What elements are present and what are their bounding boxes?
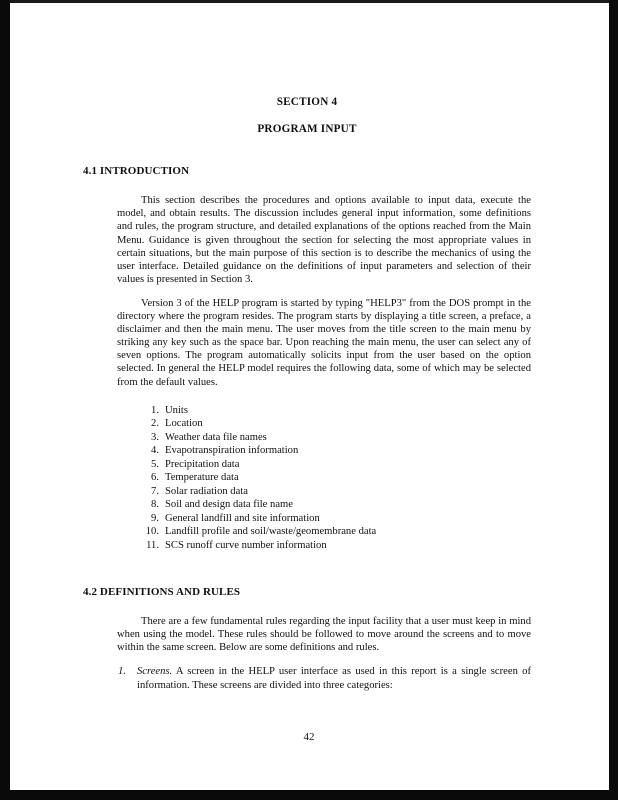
scan-border-bottom: [0, 790, 618, 800]
list-item-number: 8.: [151, 499, 159, 511]
list-item-text: Units: [165, 404, 188, 416]
scan-border-left: [0, 0, 10, 800]
list-item-text: Landfill profile and soil/waste/geomembrane data: [165, 526, 377, 538]
list-item-number: 4.: [151, 445, 159, 457]
list-item-text: Location: [165, 418, 203, 430]
list-item: [137, 512, 531, 526]
list-item-text: General landfill and site information: [165, 512, 320, 524]
list-item: [137, 498, 531, 512]
list-item-number: 5.: [151, 458, 159, 470]
scan-border-right: [609, 0, 618, 800]
definition-text: A screen in the HELP user interface as used in this report is a single screen of information. These screens are divided into three categories:: [137, 666, 531, 691]
definitions-paragraph: There are a few fundamental rules regarding the input facility that a user must keep in mind when using the model. These rules should be followed to move around the screens and to move within the same screen. Below are some definitions and rules.: [117, 616, 531, 654]
list-item-text: Solar radiation data: [165, 485, 248, 497]
required-data-list: [83, 404, 531, 553]
list-item-number: 10.: [145, 526, 159, 538]
list-item-number: 9.: [151, 512, 159, 524]
list-item-number: 11.: [146, 539, 159, 551]
intro-paragraph-2: Version 3 of the HELP program is started by typing "HELP3" from the DOS prompt in the directory where the program resides. The program starts by displaying a title screen, a preface, a disclaimer and then the main menu. The user moves from the title screen to the main menu by striking any key such as the space bar. Upon reaching the main menu, the user can select any of seven options. The program automatically solicits input from the user based on the option selected. In general the HELP model requires the following data, some of which may be selected from the default values.: [117, 297, 531, 388]
list-item: [137, 485, 531, 499]
list-item-text: Soil and design data file name: [165, 499, 293, 511]
definition-item-screens: [83, 665, 531, 691]
list-item-number: 3.: [151, 431, 159, 443]
list-item: [137, 444, 531, 458]
list-item-number: 2.: [151, 418, 159, 430]
list-item-text: Weather data file names: [165, 431, 267, 443]
list-item-text: Precipitation data: [165, 458, 240, 470]
definition-term: Screens.: [137, 666, 173, 678]
definitions-heading: 4.2 DEFINITIONS AND RULES: [83, 586, 241, 599]
list-item: [137, 431, 531, 445]
list-item-number: 1.: [151, 404, 159, 416]
section-number: SECTION 4: [276, 96, 338, 108]
page-content: [83, 96, 531, 692]
intro-heading: 4.1 INTRODUCTION: [83, 165, 190, 178]
list-item: [137, 458, 531, 472]
list-item: [137, 539, 531, 553]
list-item: [137, 417, 531, 431]
list-item-text: Temperature data: [165, 472, 239, 484]
list-item-text: SCS runoff curve number information: [165, 539, 327, 551]
definition-number: 1.: [118, 666, 126, 678]
list-item: [137, 525, 531, 539]
section-title: PROGRAM INPUT: [257, 123, 357, 136]
list-item-number: 6.: [151, 472, 159, 484]
list-item-text: Evapotranspiration information: [165, 445, 299, 457]
intro-paragraph-1: This section describes the procedures and options available to input data, execute the model, and obtain results. The discussion includes general input information, some definitions and rules, the program structure, and detailed explanations of the options reached from the Main Menu. Guidance is given throughout the section for selecting the most appropriate values in certain situations, but the main purpose of this section is to describe the mechanics of using the user interface. Detailed guidance on the definitions of input parameters and selection of their values is presented in Section 3.: [117, 195, 531, 285]
list-item: [137, 471, 531, 485]
list-item: [137, 404, 531, 418]
page-number: 42: [303, 731, 315, 743]
scan-border-top: [0, 0, 618, 3]
list-item-number: 7.: [151, 485, 159, 497]
